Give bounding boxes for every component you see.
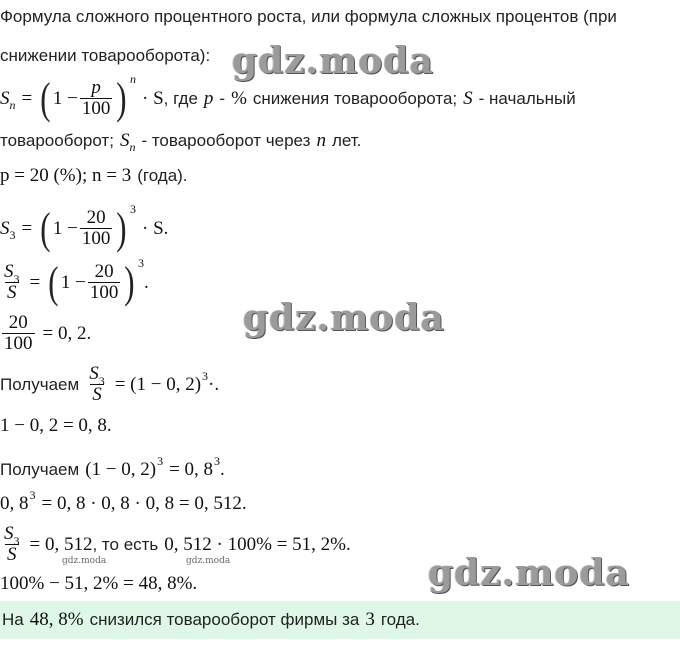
- compound-formula: S n = ( 1 − $\frac{p}{100}$ ) n · S , где p - % снижения товарооборота; S - начальный: [0, 71, 576, 124]
- formula-fraction: $\frac{p}{100}$: [81, 77, 111, 119]
- intro-line-1: Формула сложного процентного роста, или формула сложных процентов (при: [0, 7, 617, 26]
- intro-line-2: снижении товарооборота):: [0, 46, 211, 65]
- formula-description: товарооборот; S n - товарооборот через n лет.: [0, 130, 362, 154]
- step-1-equation: S 3 = ( 1 − $\frac{20}{100}$ ) 3 · S.: [0, 201, 169, 254]
- answer-value: 48, 8%: [29, 609, 84, 630]
- step-9-equation: 100% − 51, 2% = 48, 8%.: [0, 573, 198, 594]
- watermark-small: gdz.moda: [62, 556, 107, 566]
- watermark-logo: gdz.moda: [232, 40, 434, 82]
- step-6-equation: Получаем (1 − 0, 2) 3 = 0, 8 3 .: [0, 453, 225, 480]
- step-7-equation: 0, 8 3 = 0, 8 · 0, 8 · 0, 8 = 0, 512.: [0, 487, 247, 514]
- watermark-logo: gdz.moda: [428, 552, 630, 594]
- watermark-small: gdz.moda: [186, 556, 231, 566]
- watermark-logo: gdz.moda: [243, 297, 445, 339]
- given-values: p = 20 (%); n = 3 (года).: [0, 165, 188, 186]
- step-4-equation: Получаем $\frac{S_3}{S}$ = (1 − 0, 2) 3 ·.: [0, 363, 220, 405]
- step-8-equation: $\frac{S_3}{S}$ = 0, 512 , то есть 0, 512 · 100% = 51, 2%.: [4, 523, 351, 565]
- step-5-equation: 1 − 0, 2 = 0, 8.: [0, 415, 112, 436]
- step-2-equation: $\frac{S_3}{S}$ = ( 1 − $\frac{20}{100}$ ) 3 .: [4, 255, 149, 308]
- step-3-equation: $\frac{20}{100}$ = 0, 2.: [4, 312, 92, 354]
- answer-box: На 48, 8% снизился товарооборот фирмы за 3 года.: [0, 601, 680, 639]
